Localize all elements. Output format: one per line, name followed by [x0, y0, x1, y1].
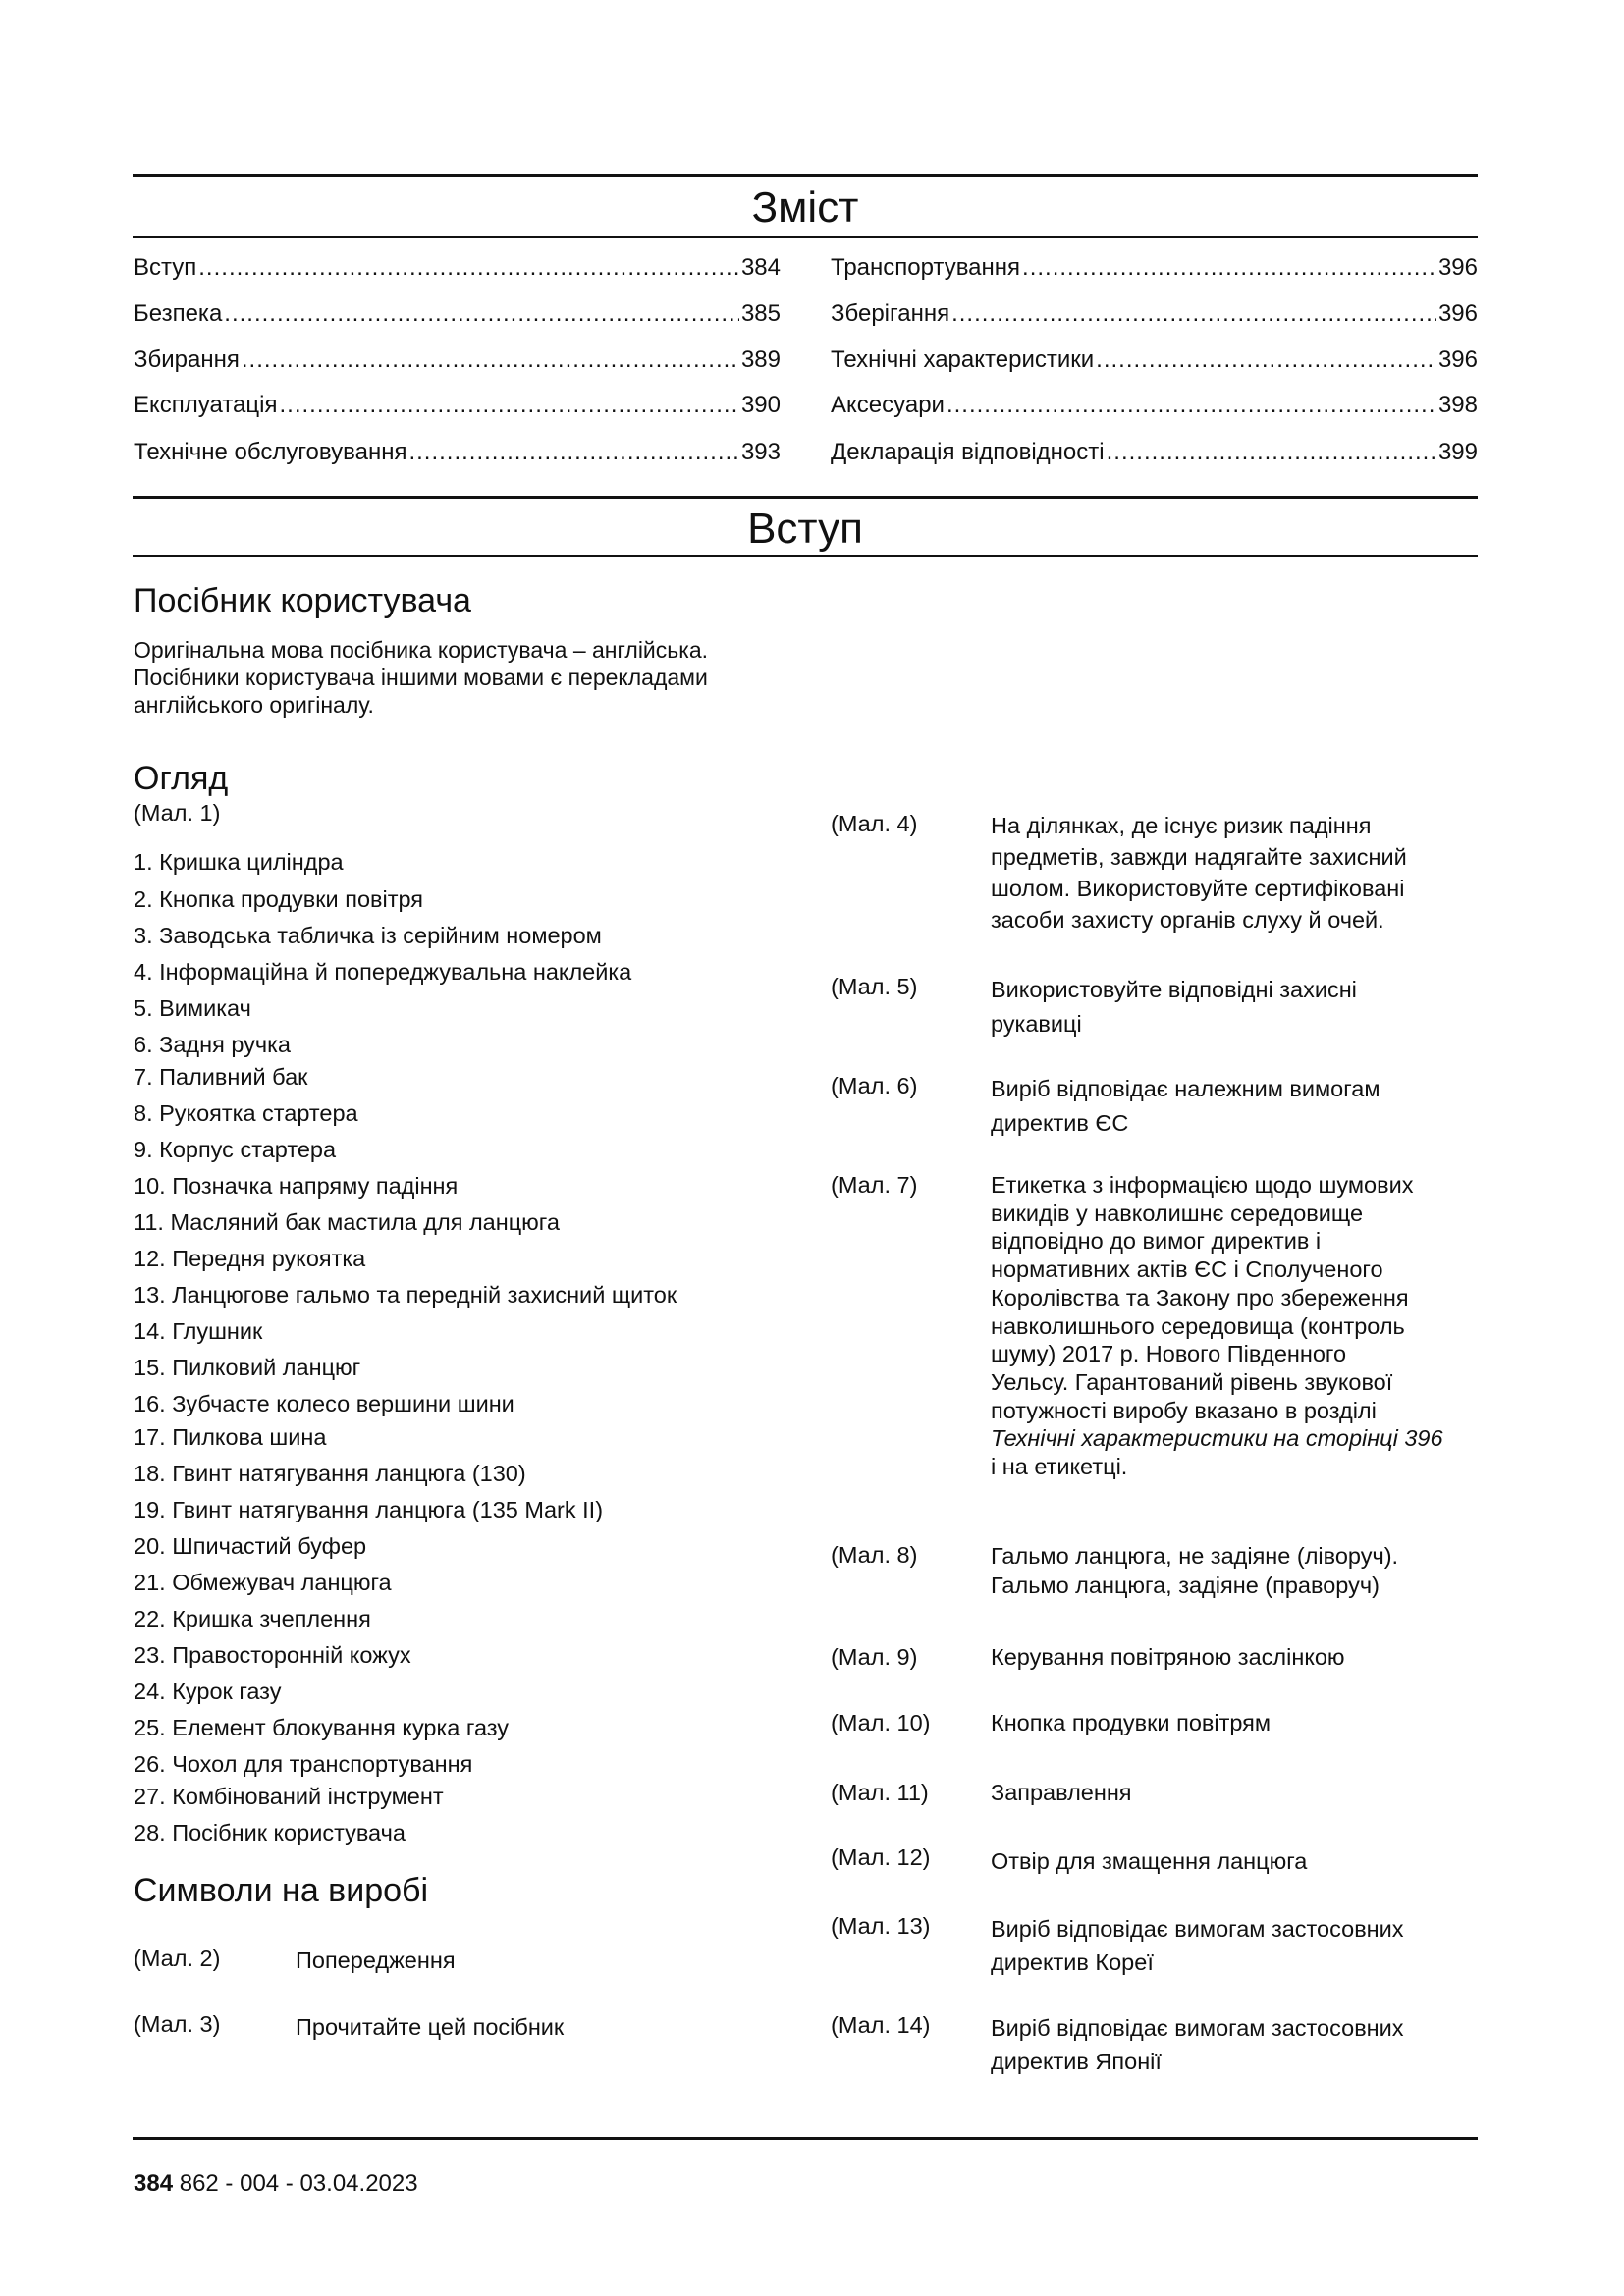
symbol-description: [991, 2011, 1404, 2078]
symbol-figure-ref: (Мал. 14): [831, 2012, 931, 2038]
symbol-description: [296, 2013, 564, 2041]
toc-leader: [1107, 438, 1436, 467]
toc-leader: [1022, 253, 1436, 283]
symbol-figure-ref: (Мал. 12): [831, 1844, 931, 1870]
symbol-description: [991, 1709, 1271, 1736]
symbol-figure-ref: (Мал. 11): [831, 1780, 929, 1805]
symbol-description: [296, 1947, 456, 1974]
intro-title-rule: [133, 555, 1478, 557]
toc-entry-specs[interactable]: [831, 346, 1478, 375]
toc-entry-assembly[interactable]: [134, 346, 781, 375]
symbol-text-line: Кнопка продувки повітрям: [991, 1710, 1272, 1735]
toc-entry-storage[interactable]: [831, 299, 1478, 329]
symbol-description: [991, 1847, 1307, 1875]
toc-entry-page: 396: [1437, 347, 1478, 373]
part-item: 22. Кришка зчеплення: [134, 1606, 371, 1631]
part-item: 9. Корпус стартера: [134, 1137, 337, 1162]
symbol-text-line: шолом. Використовуйте сертифіковані: [991, 876, 1405, 901]
toc-entry-label: Безпека: [134, 300, 223, 327]
symbol-figure-ref: (Мал. 3): [134, 2011, 221, 2037]
symbols-heading: Символи на виробі: [134, 1872, 429, 1909]
toc-leader: [947, 391, 1436, 420]
toc-entry-label: Збирання: [134, 347, 240, 373]
symbol-text-line: потужності виробу вказано в розділі: [991, 1397, 1377, 1423]
toc-title-rule: [133, 236, 1478, 238]
symbol-text-line: директив Японії: [991, 2049, 1162, 2074]
symbol-text-line: шуму) 2017 р. Нового Південного: [991, 1341, 1347, 1367]
symbol-text-line: На ділянках, де існує ризик падіння: [991, 813, 1372, 838]
symbol-figure-ref: (Мал. 9): [831, 1644, 918, 1670]
symbol-text-line: Заправлення: [991, 1780, 1132, 1805]
part-item: 13. Ланцюгове гальмо та передній захисний щиток: [134, 1282, 677, 1308]
symbol-text-line: рукавиці: [991, 1011, 1082, 1037]
part-item: 5. Вимикач: [134, 995, 251, 1021]
symbol-description: [991, 1779, 1132, 1806]
part-item: 28. Посібник користувача: [134, 1820, 406, 1845]
part-item: 7. Паливний бак: [134, 1064, 308, 1090]
part-item: 1. Кришка циліндра: [134, 849, 344, 875]
symbol-text-line: Виріб відповідає вимогам застосовних: [991, 1916, 1404, 1942]
toc-entry-page: 385: [740, 300, 781, 327]
symbol-text-line: Керування повітряною заслінкою: [991, 1644, 1345, 1670]
symbol-text-line: Королівства та Закону про збереження: [991, 1284, 1409, 1310]
part-item: 25. Елемент блокування курка газу: [134, 1715, 510, 1740]
part-item: 16. Зубчасте колесо вершини шини: [134, 1391, 514, 1416]
toc-entry-label: Аксесуари: [831, 392, 945, 418]
symbol-description: [991, 1171, 1443, 1481]
toc-leader: [279, 391, 738, 420]
symbol-text-line: навколишнього середовища (контроль: [991, 1312, 1405, 1339]
spec-page-link[interactable]: Технічні характеристики на сторінці 396: [991, 1425, 1443, 1452]
part-item: 11. Масляний бак мастила для ланцюга: [134, 1209, 560, 1235]
toc-entry-label: Технічні характеристики: [831, 347, 1095, 373]
symbol-text-line: Гальмо ланцюга, задіяне (праворуч): [991, 1573, 1380, 1598]
symbol-text-line: Отвір для змащення ланцюга: [991, 1848, 1308, 1874]
toc-entry-page: 398: [1437, 392, 1478, 418]
overview-heading: Огляд: [134, 760, 229, 797]
toc-entry-safety[interactable]: [134, 299, 781, 329]
toc-top-rule: [133, 174, 1478, 177]
symbol-figure-ref: (Мал. 13): [831, 1913, 931, 1939]
toc-entry-transport[interactable]: [831, 253, 1478, 283]
intro-top-rule: [133, 496, 1478, 499]
symbol-text-line: Уельсу. Гарантований рівень звукової: [991, 1368, 1393, 1395]
symbol-text-line: директив ЄС: [991, 1110, 1129, 1136]
symbol-text-line-italic: [991, 1424, 1443, 1453]
part-item: 6. Задня ручка: [134, 1032, 292, 1057]
part-item: 18. Гвинт натягування ланцюга (130): [134, 1461, 526, 1486]
toc-entry-label: Експлуатація: [134, 392, 278, 418]
symbol-description: [991, 810, 1407, 935]
toc-leader: [408, 438, 739, 467]
symbol-text-line: засоби захисту органів слуху й очей.: [991, 907, 1384, 933]
part-item: 15. Пилковий ланцюг: [134, 1355, 361, 1380]
symbol-text-line: Прочитайте цей посібник: [296, 2014, 565, 2040]
toc-leader: [242, 346, 739, 375]
toc-leader: [198, 253, 739, 283]
toc-entry-operation[interactable]: [134, 391, 781, 420]
symbol-figure-ref: (Мал. 6): [831, 1073, 918, 1098]
symbol-text-line: Виріб відповідає вимогам застосовних: [991, 2015, 1404, 2041]
intro-title: Вступ: [747, 505, 863, 553]
part-item: 10. Позначка напряму падіння: [134, 1173, 459, 1199]
toc-entry-page: 393: [740, 439, 781, 465]
part-item: 3. Заводська табличка із серійним номером: [134, 923, 602, 948]
toc-leader: [1096, 346, 1436, 375]
symbol-description: [991, 1912, 1404, 1979]
document-code: 862 - 004 - 03.04.2023: [179, 2170, 418, 2197]
part-item: 20. Шпичастий буфер: [134, 1533, 367, 1559]
symbol-figure-ref: (Мал. 2): [134, 1946, 221, 1971]
symbol-figure-ref: (Мал. 10): [831, 1710, 931, 1735]
toc-entry-label: Вступ: [134, 254, 197, 281]
toc-entry-label: Транспортування: [831, 254, 1021, 281]
toc-entry-page: 384: [740, 254, 781, 281]
footer-rule: [133, 2137, 1478, 2140]
symbol-description: [991, 973, 1357, 1041]
symbol-text-line: Гальмо ланцюга, не задіяне (ліворуч).: [991, 1543, 1399, 1569]
part-item: 24. Курок газу: [134, 1679, 282, 1704]
symbol-text-line: Етикетка з інформацією щодо шумових: [991, 1172, 1414, 1198]
symbol-text-line: нормативних актів ЄС і Сполученого: [991, 1256, 1383, 1283]
toc-entry-label: Технічне обслуговування: [134, 439, 407, 465]
manual-text: Оригінальна мова посібника користувача – англійська. Посібники користувача іншими мовами є перекладами англійського оригіналу.: [134, 637, 709, 718]
symbol-text-line: і на етикетці.: [991, 1454, 1128, 1480]
symbol-text-line: директив Кореї: [991, 1949, 1154, 1975]
part-item: 2. Кнопка продувки повітря: [134, 886, 424, 912]
part-item: 19. Гвинт натягування ланцюга (135 Mark II): [134, 1497, 604, 1522]
toc-entry-page: 396: [1437, 300, 1478, 327]
toc-entry-label: Зберігання: [831, 300, 950, 327]
toc-entry-page: 396: [1437, 254, 1478, 281]
part-item: 4. Інформаційна й попереджувальна наклейка: [134, 959, 632, 985]
toc-entry-maintenance[interactable]: [134, 438, 781, 467]
part-item: 26. Чохол для транспортування: [134, 1751, 473, 1777]
symbol-text-line: Виріб відповідає належним вимогам: [991, 1076, 1380, 1101]
symbol-text-line: відповідно до вимог директив і: [991, 1228, 1322, 1255]
toc-entry-page: 389: [740, 347, 781, 373]
symbol-figure-ref: (Мал. 4): [831, 811, 918, 836]
overview-figure-ref: (Мал. 1): [134, 800, 221, 826]
symbol-text-line: викидів у навколишнє середовище: [991, 1200, 1364, 1226]
toc-leader: [224, 299, 739, 329]
toc-entry-page: 399: [1437, 439, 1478, 465]
part-item: 27. Комбінований інструмент: [134, 1784, 444, 1809]
toc-leader: [951, 299, 1436, 329]
toc-entry-accessories[interactable]: [831, 391, 1478, 420]
symbol-text-line: Попередження: [296, 1948, 456, 1973]
toc-entry-page: 390: [740, 392, 781, 418]
page-number: 384: [134, 2170, 174, 2197]
part-item: 17. Пилкова шина: [134, 1424, 327, 1450]
toc-entry-intro[interactable]: [134, 253, 781, 283]
page-footer: [134, 2169, 418, 2199]
toc-entry-label: Декларація відповідності: [831, 439, 1105, 465]
symbol-text-line: Використовуйте відповідні захисні: [991, 977, 1357, 1002]
symbol-text-line: предметів, завжди надягайте захисний: [991, 844, 1407, 870]
symbol-description: [991, 1072, 1380, 1141]
symbol-figure-ref: (Мал. 8): [831, 1542, 918, 1568]
toc-entry-declaration[interactable]: [831, 438, 1478, 467]
part-item: 21. Обмежувач ланцюга: [134, 1570, 392, 1595]
symbol-figure-ref: (Мал. 7): [831, 1172, 918, 1198]
part-item: 23. Правосторонній кожух: [134, 1642, 411, 1668]
part-item: 8. Рукоятка стартера: [134, 1100, 358, 1126]
toc-title: Зміст: [751, 184, 859, 232]
symbol-description: [991, 1541, 1398, 1600]
part-item: 14. Глушник: [134, 1318, 263, 1344]
symbol-description: [991, 1643, 1345, 1671]
symbol-figure-ref: (Мал. 5): [831, 974, 918, 999]
manual-heading: Посібник користувача: [134, 582, 471, 619]
part-item: 12. Передня рукоятка: [134, 1246, 366, 1271]
